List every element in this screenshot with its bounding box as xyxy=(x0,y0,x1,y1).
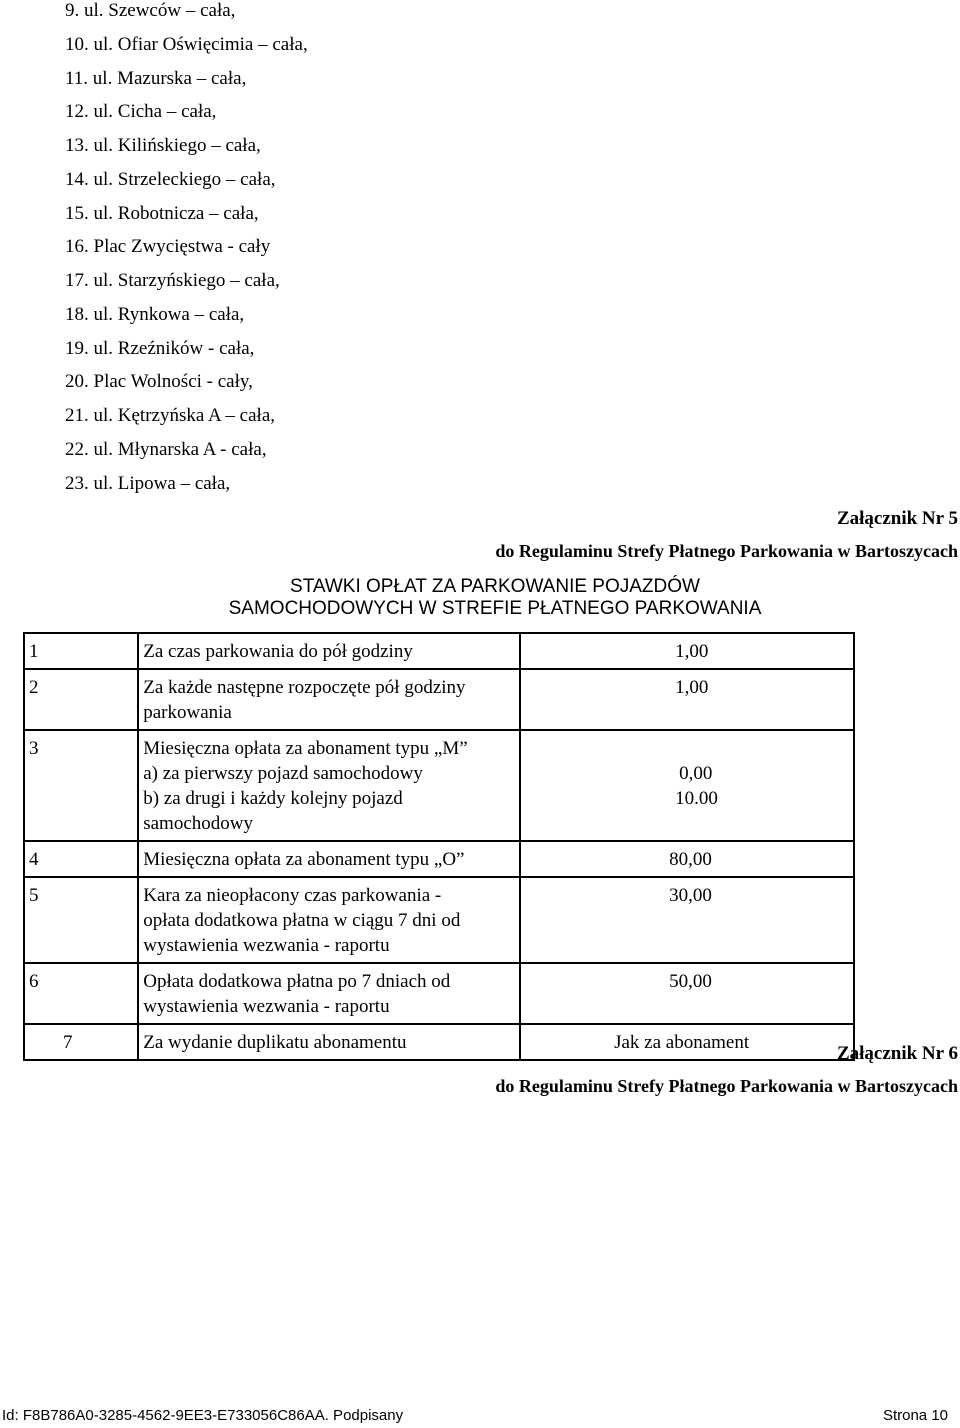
street-item: 18. ul. Rynkowa – cała, xyxy=(65,304,245,325)
row-value xyxy=(520,730,854,841)
value-line: Jak za abonament xyxy=(614,1032,750,1053)
table-row xyxy=(24,1024,854,1060)
value-line: 1,00 xyxy=(675,641,709,662)
row-value xyxy=(520,841,854,877)
description-line: parkowania xyxy=(143,702,232,723)
description-line: Za wydanie duplikatu abonamentu xyxy=(143,1032,407,1053)
rates-heading-line: STAWKI OPŁAT ZA PARKOWANIE POJAZDÓW xyxy=(290,576,700,597)
row-number: 2 xyxy=(24,669,138,730)
value-line: 80,00 xyxy=(669,849,712,870)
street-item: 22. ul. Młynarska A - cała, xyxy=(65,439,267,460)
value-line: 1,00 xyxy=(675,677,709,698)
document-id: Id: F8B786A0-3285-4562-9EE3-E733056C86AA. Podpisany xyxy=(2,1407,404,1424)
row-description xyxy=(138,633,520,669)
street-item: 16. Plac Zwycięstwa - cały xyxy=(65,236,271,257)
annex-subtitle: do Regulaminu Strefy Płatnego Parkowania w Bartoszycach xyxy=(495,541,958,561)
street-item: 12. ul. Cicha – cała, xyxy=(65,101,217,122)
description-line: wystawienia wezwania - raportu xyxy=(143,996,390,1017)
street-item: 17. ul. Starzyńskiego – cała, xyxy=(65,270,280,291)
row-description xyxy=(138,730,520,841)
street-item: 14. ul. Strzeleckiego – cała, xyxy=(65,169,276,190)
rates-table xyxy=(23,632,855,1061)
description-line: Kara za nieopłacony czas parkowania - xyxy=(143,885,442,906)
description-line: Za każde następne rozpoczęte pół godziny xyxy=(143,677,466,698)
description-line: Miesięczna opłata za abonament typu „M” xyxy=(143,738,468,759)
annex-subtitle: do Regulaminu Strefy Płatnego Parkowania w Bartoszycach xyxy=(495,1076,958,1096)
row-number: 4 xyxy=(24,841,138,877)
description-line: Za czas parkowania do pół godziny xyxy=(143,641,413,662)
value-line: 0,00 xyxy=(679,763,713,784)
description-line: Opłata dodatkowa płatna po 7 dniach od xyxy=(143,971,451,992)
street-item: 15. ul. Robotnicza – cała, xyxy=(65,203,259,224)
row-value xyxy=(520,877,854,963)
description-line: b) za drugi i każdy kolejny pojazd xyxy=(143,788,403,809)
row-description xyxy=(138,669,520,730)
table-row xyxy=(24,669,854,730)
row-number: 1 xyxy=(24,633,138,669)
rates-heading-line: SAMOCHODOWYCH W STREFIE PŁATNEGO PARKOWANIA xyxy=(228,598,762,619)
value-line: 50,00 xyxy=(669,971,712,992)
value-line xyxy=(525,736,849,761)
street-item: 19. ul. Rzeźników - cała, xyxy=(65,338,255,359)
annex-title: Załącznik Nr 5 xyxy=(836,508,958,529)
row-value xyxy=(520,669,854,730)
street-item: 20. Plac Wolności - cały, xyxy=(65,371,253,392)
street-item: 23. ul. Lipowa – cała, xyxy=(65,473,231,494)
row-description xyxy=(138,877,520,963)
street-item: 13. ul. Kilińskiego – cała, xyxy=(65,135,261,156)
row-description xyxy=(138,963,520,1024)
row-description xyxy=(138,1024,520,1060)
row-number: 6 xyxy=(24,963,138,1024)
row-number: 5 xyxy=(24,877,138,963)
table-row xyxy=(24,877,854,963)
table-row xyxy=(24,963,854,1024)
table-row xyxy=(24,730,854,841)
description-line: opłata dodatkowa płatna w ciągu 7 dni od xyxy=(143,910,461,931)
row-value xyxy=(520,633,854,669)
annex-title: Załącznik Nr 6 xyxy=(836,1043,958,1064)
value-line: 10.00 xyxy=(675,788,718,809)
street-item: 10. ul. Ofiar Oświęcimia – cała, xyxy=(65,34,308,55)
row-description xyxy=(138,841,520,877)
row-value xyxy=(520,963,854,1024)
row-number: 7 xyxy=(24,1024,138,1060)
value-line: 30,00 xyxy=(669,885,712,906)
table-row xyxy=(24,841,854,877)
rates-heading xyxy=(140,576,850,620)
description-line: wystawienia wezwania - raportu xyxy=(143,935,390,956)
description-line: a) za pierwszy pojazd samochodowy xyxy=(143,763,423,784)
description-line: Miesięczna opłata za abonament typu „O” xyxy=(143,849,465,870)
page-number: Strona 10 xyxy=(882,1407,948,1424)
row-number: 3 xyxy=(24,730,138,841)
street-item: 9. ul. Szewców – cała, xyxy=(65,0,236,21)
row-value xyxy=(520,1024,854,1060)
table-row xyxy=(24,633,854,669)
street-item: 21. ul. Kętrzyńska A – cała, xyxy=(65,405,276,426)
street-item: 11. ul. Mazurska – cała, xyxy=(65,68,247,89)
description-line: samochodowy xyxy=(143,813,253,834)
